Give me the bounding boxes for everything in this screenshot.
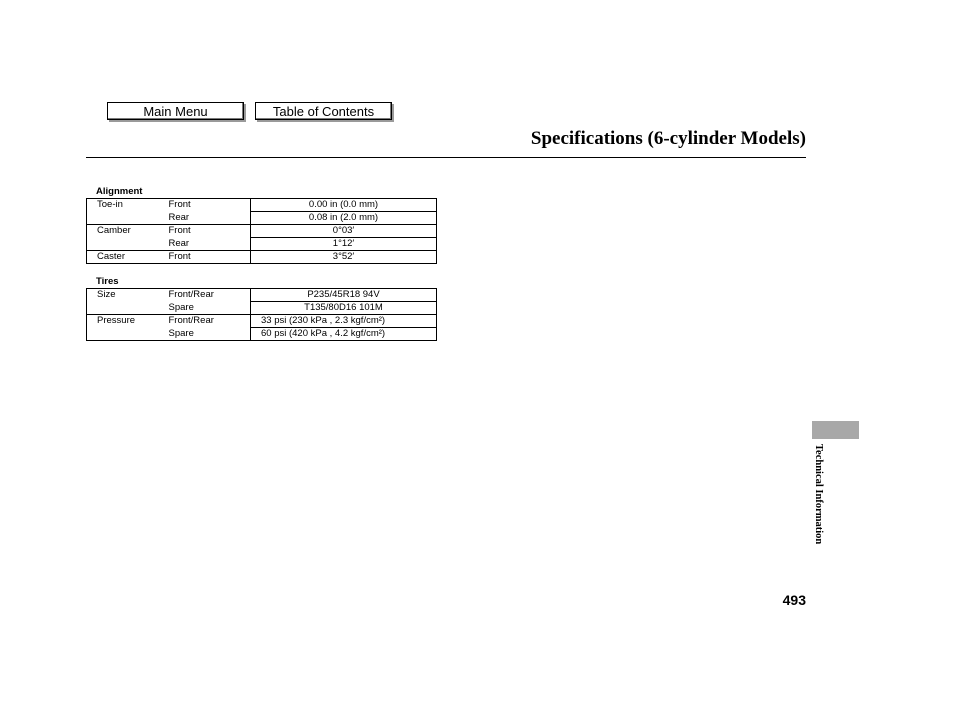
spec-value: P235/45R18 94V xyxy=(251,289,437,302)
table-row xyxy=(87,238,437,251)
section-label: Technical Information xyxy=(813,444,824,545)
spec-value: 3°52′ xyxy=(251,251,437,264)
table-row xyxy=(87,199,437,212)
title-divider xyxy=(86,157,806,158)
alignment-table xyxy=(86,198,437,264)
spec-item xyxy=(87,302,159,315)
spec-item: Caster xyxy=(87,251,159,264)
spec-position: Front/Rear xyxy=(159,289,251,302)
spec-value: 0°03′ xyxy=(251,225,437,238)
table-row xyxy=(87,225,437,238)
table-row xyxy=(87,212,437,225)
spec-value: 0.00 in (0.0 mm) xyxy=(251,199,437,212)
spec-value: 60 psi (420 kPa , 4.2 kgf/cm²) xyxy=(251,328,437,341)
spec-value: 33 psi (230 kPa , 2.3 kgf/cm²) xyxy=(251,315,437,328)
main-menu-button[interactable]: Main Menu xyxy=(107,102,244,120)
table-row xyxy=(87,315,437,328)
spec-position: Spare xyxy=(159,302,251,315)
alignment-heading: Alignment xyxy=(96,186,143,197)
table-row xyxy=(87,289,437,302)
spec-value: T135/80D16 101M xyxy=(251,302,437,315)
table-row xyxy=(87,328,437,341)
spec-position: Rear xyxy=(159,238,251,251)
spec-value: 1°12′ xyxy=(251,238,437,251)
spec-position: Front xyxy=(159,225,251,238)
spec-position: Front/Rear xyxy=(159,315,251,328)
spec-position: Rear xyxy=(159,212,251,225)
spec-value: 0.08 in (2.0 mm) xyxy=(251,212,437,225)
section-tab xyxy=(812,421,859,439)
tires-heading: Tires xyxy=(96,276,119,287)
table-of-contents-button[interactable]: Table of Contents xyxy=(255,102,392,120)
spec-position: Spare xyxy=(159,328,251,341)
spec-item xyxy=(87,238,159,251)
spec-position: Front xyxy=(159,199,251,212)
table-row xyxy=(87,251,437,264)
page-number: 493 xyxy=(782,592,806,608)
spec-item: Toe-in xyxy=(87,199,159,212)
spec-item xyxy=(87,212,159,225)
page-title: Specifications (6-cylinder Models) xyxy=(530,128,806,149)
tires-table xyxy=(86,288,437,341)
spec-item: Size xyxy=(87,289,159,302)
spec-item: Camber xyxy=(87,225,159,238)
spec-item: Pressure xyxy=(87,315,159,328)
spec-position: Front xyxy=(159,251,251,264)
table-row xyxy=(87,302,437,315)
spec-item xyxy=(87,328,159,341)
